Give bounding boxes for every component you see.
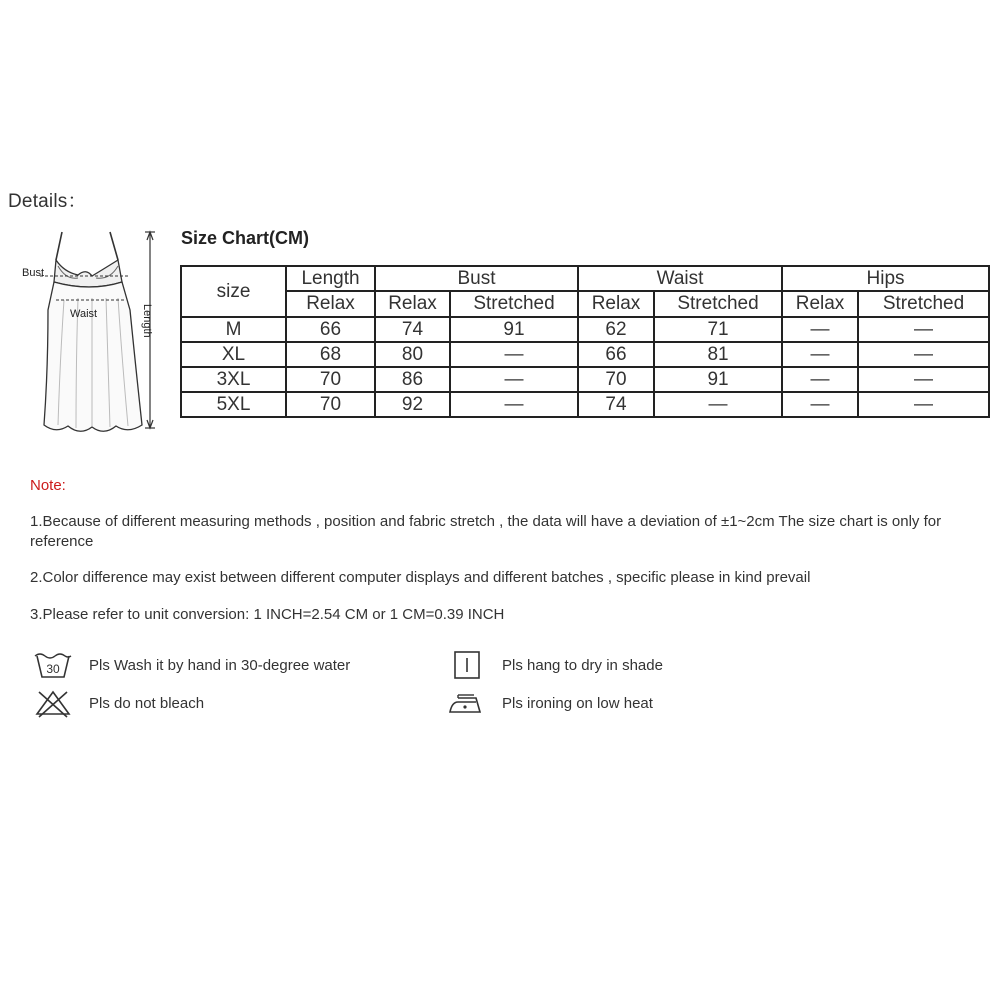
- care-instruction-bleach: [33, 688, 204, 718]
- size-cell: 3XL: [181, 367, 286, 392]
- hips-relax-header: Relax: [782, 291, 858, 317]
- bust-header: Bust: [375, 266, 578, 291]
- note-item: 2.Color difference may exist between different computer displays and different batches , specific please in kind prevail: [30, 569, 811, 586]
- table-row: [181, 392, 989, 417]
- waist-stretched-header: Stretched: [654, 291, 782, 317]
- hips-stretched-cell: —: [858, 342, 989, 367]
- dress-measurement-figure: [18, 220, 163, 445]
- no-bleach-icon: [33, 688, 73, 718]
- hips-relax-cell: —: [782, 317, 858, 342]
- note-item: 3.Please refer to unit conversion: 1 INCH=2.54 CM or 1 CM=0.39 INCH: [30, 606, 505, 623]
- size-chart-table: [180, 265, 990, 418]
- table-row: [181, 367, 989, 392]
- bust-relax-header: Relax: [375, 291, 450, 317]
- bust-stretched-cell: —: [450, 392, 578, 417]
- care-instruction-dry: [446, 650, 663, 680]
- hips-stretched-header: Stretched: [858, 291, 989, 317]
- bust-relax-cell: 86: [375, 367, 450, 392]
- care-instruction-wash: [33, 650, 350, 680]
- size-header: size: [181, 266, 286, 317]
- wash-temperature-label: 30: [46, 662, 60, 676]
- size-cell: XL: [181, 342, 286, 367]
- table-row: [181, 317, 989, 342]
- bust-stretched-header: Stretched: [450, 291, 578, 317]
- care-iron-text: Pls ironing on low heat: [502, 694, 653, 712]
- hips-stretched-cell: —: [858, 367, 989, 392]
- iron-low-heat-icon: [446, 688, 486, 718]
- hips-stretched-cell: —: [858, 392, 989, 417]
- hand-wash-30-icon: [33, 650, 73, 680]
- bust-label: Bust: [22, 267, 45, 279]
- hips-stretched-cell: —: [858, 317, 989, 342]
- length-cell: 70: [286, 367, 375, 392]
- length-header: Length: [286, 266, 375, 291]
- hips-relax-cell: —: [782, 392, 858, 417]
- waist-stretched-cell: —: [654, 392, 782, 417]
- length-cell: 68: [286, 342, 375, 367]
- length-relax-header: Relax: [286, 291, 375, 317]
- waist-relax-cell: 70: [578, 367, 654, 392]
- length-cell: 66: [286, 317, 375, 342]
- hang-dry-shade-icon: [446, 650, 486, 680]
- dress-illustration: [18, 220, 163, 445]
- bust-stretched-cell: —: [450, 342, 578, 367]
- bust-relax-cell: 92: [375, 392, 450, 417]
- table-subheader-row: [181, 291, 989, 317]
- hips-header: Hips: [782, 266, 989, 291]
- care-wash-text: Pls Wash it by hand in 30-degree water: [89, 656, 351, 674]
- waist-stretched-cell: 91: [654, 367, 782, 392]
- waist-stretched-cell: 81: [654, 342, 782, 367]
- bust-stretched-cell: 91: [450, 317, 578, 342]
- length-cell: 70: [286, 392, 375, 417]
- care-bleach-text: Pls do not bleach: [89, 694, 205, 712]
- waist-label: Waist: [70, 308, 98, 320]
- care-dry-text: Pls hang to dry in shade: [502, 656, 663, 674]
- size-chart-title: Size Chart(CM): [181, 228, 310, 248]
- hips-relax-cell: —: [782, 342, 858, 367]
- bust-relax-cell: 74: [375, 317, 450, 342]
- bust-relax-cell: 80: [375, 342, 450, 367]
- waist-relax-cell: 66: [578, 342, 654, 367]
- size-cell: 5XL: [181, 392, 286, 417]
- waist-relax-cell: 74: [578, 392, 654, 417]
- waist-relax-header: Relax: [578, 291, 654, 317]
- table-header-row: [181, 266, 989, 291]
- length-label: Length: [141, 304, 153, 338]
- waist-header: Waist: [578, 266, 782, 291]
- waist-relax-cell: 62: [578, 317, 654, 342]
- table-row: [181, 342, 989, 367]
- care-instruction-iron: [446, 688, 653, 718]
- details-heading: Details：: [8, 191, 87, 212]
- waist-stretched-cell: 71: [654, 317, 782, 342]
- size-cell: M: [181, 317, 286, 342]
- bust-stretched-cell: —: [450, 367, 578, 392]
- hips-relax-cell: —: [782, 367, 858, 392]
- note-item: 1.Because of different measuring methods , position and fabric stretch , the data will have a deviation of ±1~2cm The size chart is only for reference: [30, 513, 942, 550]
- note-label: Note:: [30, 477, 66, 494]
